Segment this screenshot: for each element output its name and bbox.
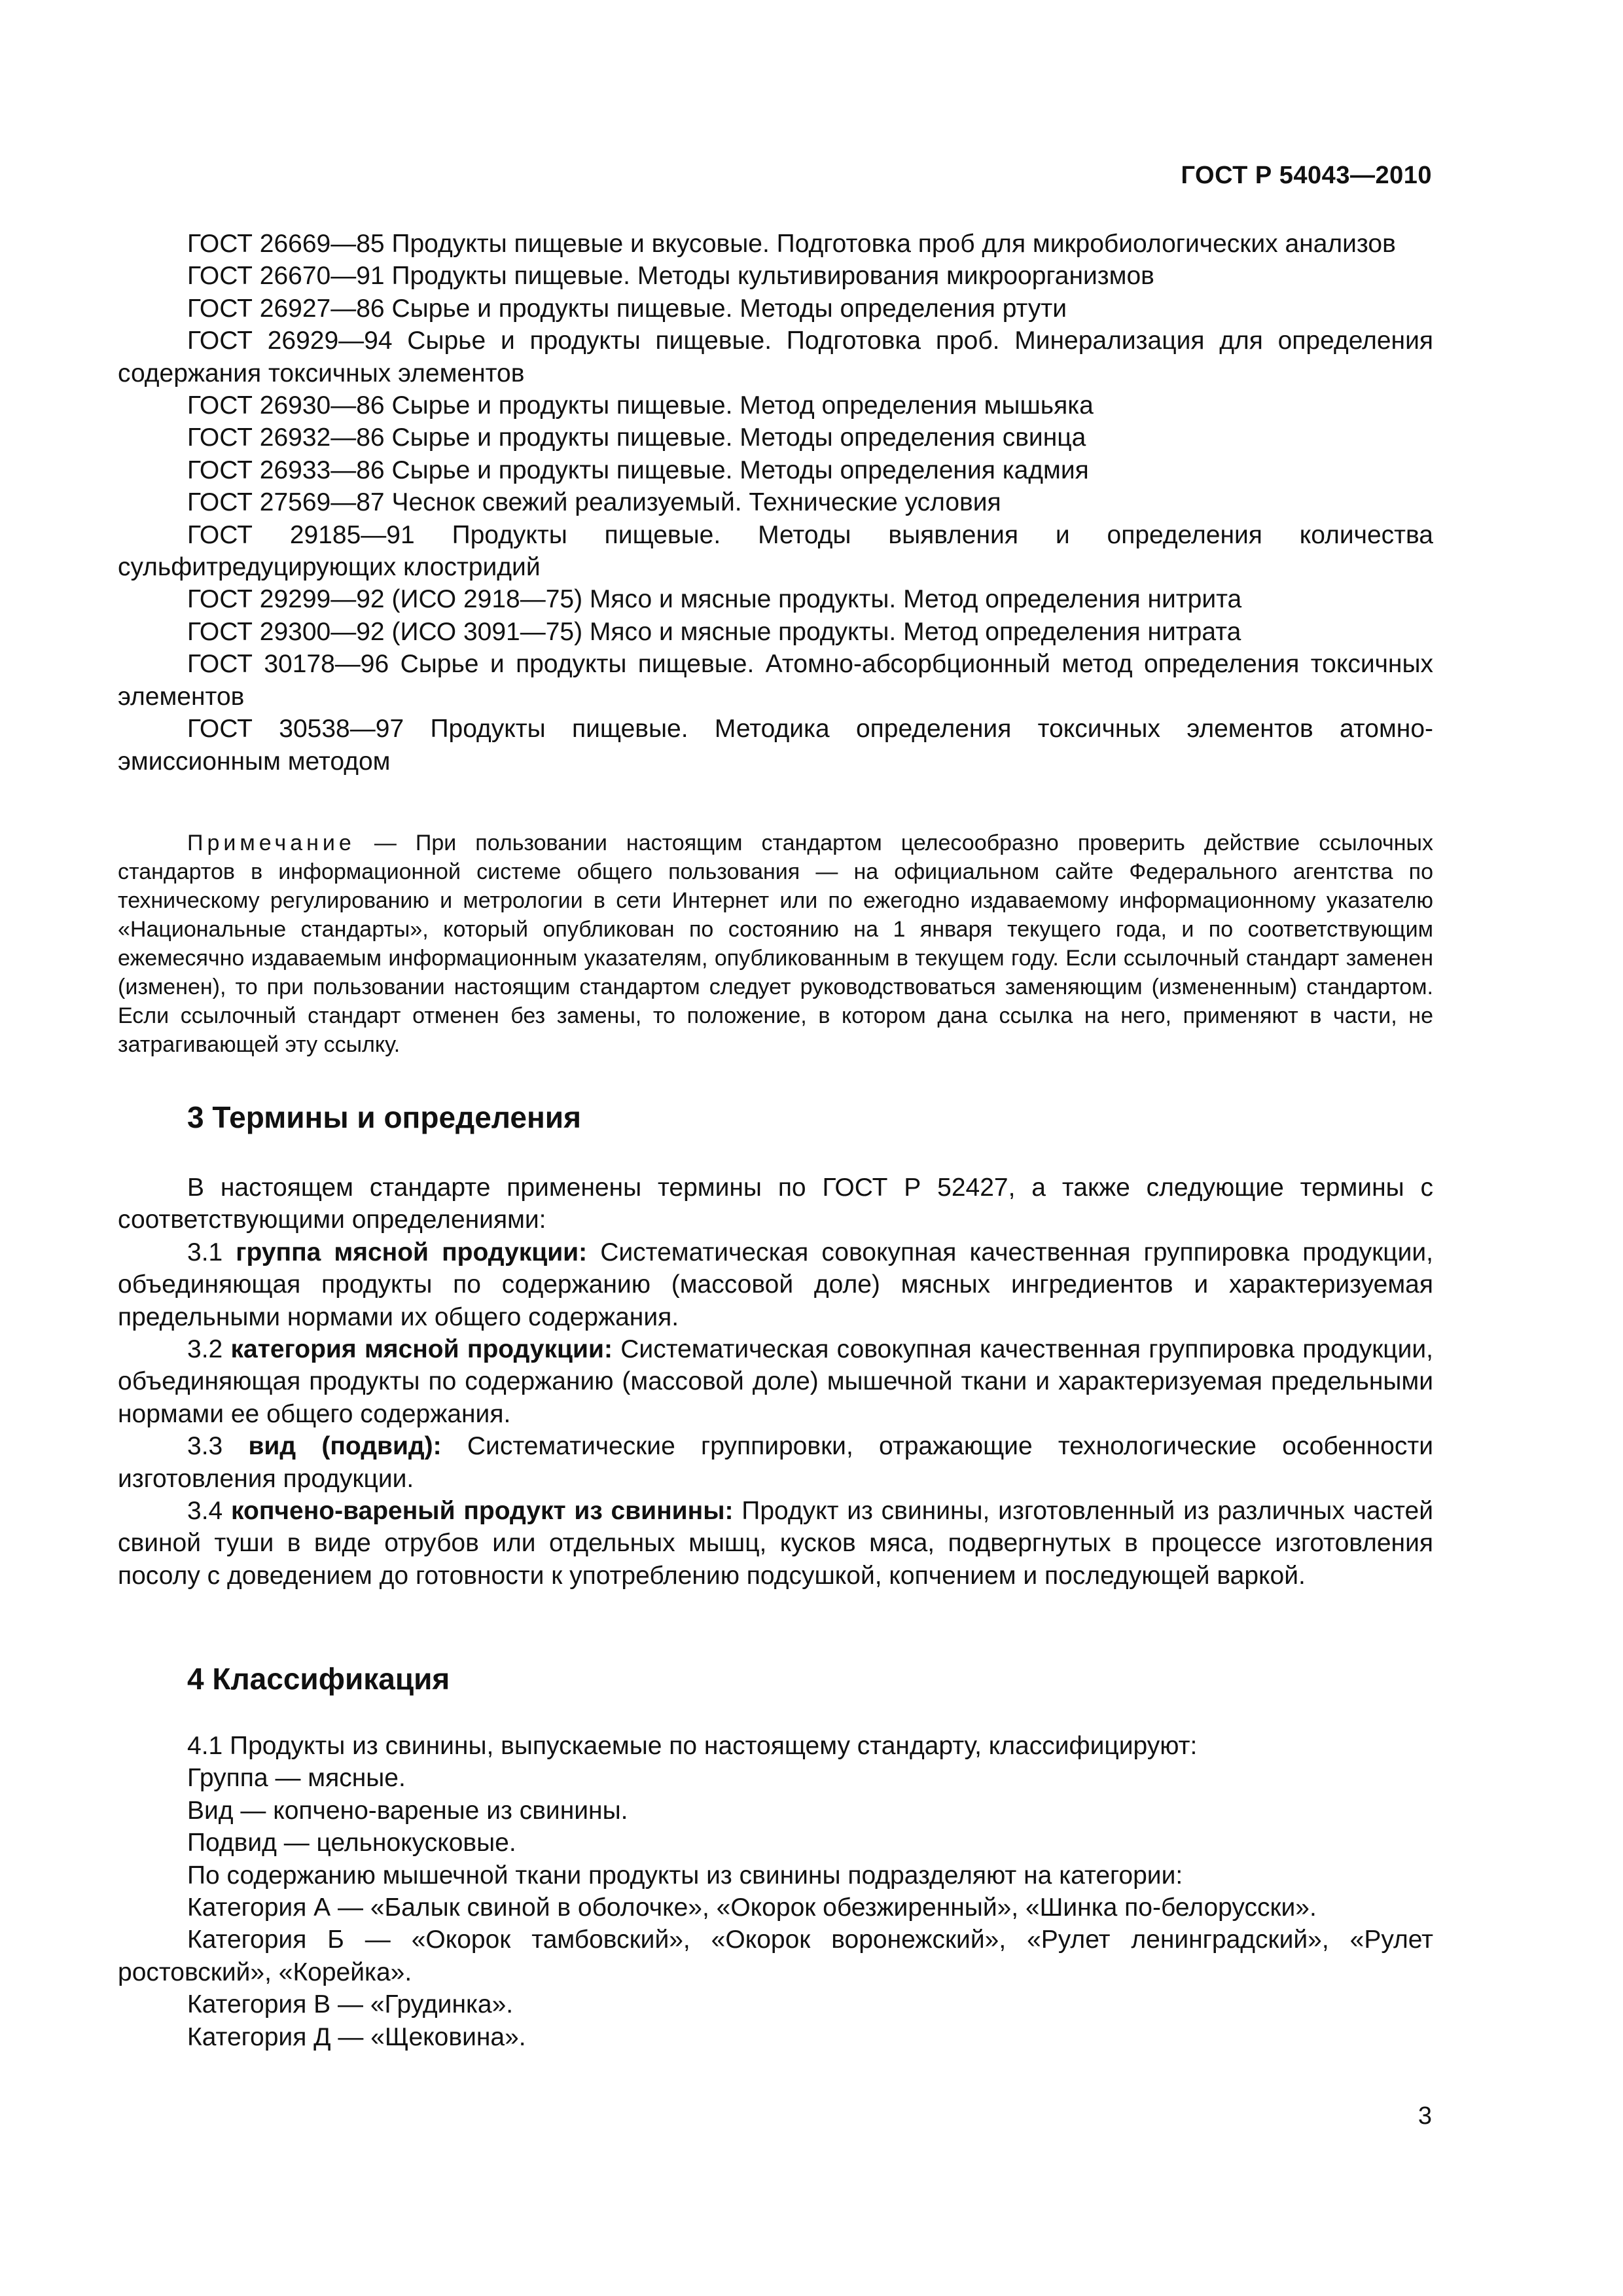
term-definition: 3.4 копчено-вареный продукт из свинины: Продукт из свинины, изготовленный из различных частей свиной туши в виде отрубов или отдельных мышц, кусков мяса, подвергнутых в процессе изготовления посолу с доведением до готовности к употреблению подсушкой, копчением и последующей варкой. [118, 1497, 1434, 1590]
standard-header: ГОСТ Р 54043—2010 [1181, 162, 1432, 189]
classification-line: Категория В — «Грудинка». [187, 1990, 514, 2019]
classification-line: Группа — мясные. [187, 1764, 406, 1793]
classification-line: 4.1 Продукты из свинины, выпускаемые по настоящему стандарту, классифицируют: [187, 1732, 1198, 1760]
classification-line: Категория Д — «Щековина». [187, 2022, 526, 2051]
term-definition: 3.2 категория мясной продукции: Систематическая совокупная качественная группировка продукции, объединяющая продукты по содержанию (массовой доле) мышечной ткани и характеризуемая предельными нормами ее общего содержания. [118, 1335, 1433, 1428]
normative-references-list [118, 228, 1433, 778]
section-4-heading: 4 Классификация [187, 1662, 450, 1696]
term-name: группа мясной продукции: [236, 1238, 588, 1266]
reference-item: ГОСТ 29300—92 (ИСО 3091—75) Мясо и мясные продукты. Метод определения нитрата [187, 617, 1241, 646]
classification-line: Категория Б — «Окорок тамбовский», «Окорок воронежский», «Рулет ленинградский», «Рулет ростовский», «Корейка». [118, 1926, 1433, 1986]
reference-item: ГОСТ 29185—91 Продукты пищевые. Методы выявления и определения количества сульфитредуцирующих клостридий [118, 520, 1433, 582]
term-name: вид (подвид): [248, 1432, 442, 1461]
section-3-heading: 3 Термины и определения [187, 1100, 581, 1134]
reference-item: ГОСТ 26927—86 Сырье и продукты пищевые. Методы определения ртути [187, 294, 1067, 323]
classification-line: Категория А — «Балык свиной в оболочке», «Окорок обезжиренный», «Шинка по-белорусски». [187, 1893, 1317, 1922]
classification-line: По содержанию мышечной ткани продукты из свинины подразделяют на категории: [187, 1861, 1183, 1890]
reference-item: ГОСТ 27569—87 Чеснок свежий реализуемый. Технические условия [187, 488, 1001, 517]
section-4-body [118, 1730, 1433, 2053]
note-block [118, 829, 1433, 1059]
term-definition: 3.1 группа мясной продукции: Систематическая совокупная качественная группировка продукции, объединяющая продукты по содержанию (массовой доле) мясных ингредиентов и характеризуемая предельными нормами их общего содержания. [118, 1238, 1433, 1331]
reference-item: ГОСТ 30538—97 Продукты пищевые. Методика определения токсичных элементов атомно-эмиссионным методом [118, 715, 1433, 776]
section-3-intro: В настоящем стандарте применены термины по ГОСТ Р 52427, а также следующие термины с соответствующими определениями: [118, 1174, 1433, 1234]
page-number: 3 [1418, 2102, 1432, 2130]
reference-item: ГОСТ 26669—85 Продукты пищевые и вкусовые. Подготовка проб для микробиологических анализов [187, 230, 1396, 258]
reference-item: ГОСТ 26929—94 Сырье и продукты пищевые. Подготовка проб. Минерализация для определения содержания токсичных элементов [118, 327, 1433, 387]
reference-item: ГОСТ 26670—91 Продукты пищевые. Методы культивирования микроорганизмов [187, 262, 1154, 291]
note-label: Примечание [187, 831, 355, 855]
term-name: копчено-вареный продукт из свинины: [231, 1497, 734, 1526]
reference-item: ГОСТ 29299—92 (ИСО 2918—75) Мясо и мясные продукты. Метод определения нитрита [187, 585, 1242, 614]
classification-line: Подвид — цельнокусковые. [187, 1829, 516, 1857]
reference-item: ГОСТ 26933—86 Сырье и продукты пищевые. Методы определения кадмия [187, 456, 1089, 484]
term-definition: 3.3 вид (подвид): Систематические группировки, отражающие технологические особенности изготовления продукции. [118, 1432, 1433, 1493]
reference-item: ГОСТ 30178—96 Сырье и продукты пищевые. Атомно-абсорбционный метод определения токсичных элементов [118, 650, 1433, 711]
note-text: — При пользовании настоящим стандартом целесообразно проверить действие ссылочных стандартов в информационной системе общего пользования — на официальном сайте Федерального агентства по техническому регулированию и метрологии в сети Интернет или по ежегодно издаваемому информационному указателю «Национальные стандарты», который опубликован по состоянию на 1 января текущего года, и по соответствующим ежемесячно издаваемым информационным указателям, опубликованным в текущем году. Если ссылочный стандарт заменен (изменен), то при пользовании настоящим стандартом следует руководствоваться заменяющим (измененным) стандартом. Если ссылочный стандарт отменен без замены, то положение, в котором дана ссылка на него, применяют в части, не затрагивающей эту ссылку. [118, 831, 1433, 1057]
note-paragraph [118, 829, 1433, 1059]
section-3-body [118, 1172, 1433, 1592]
reference-item: ГОСТ 26930—86 Сырье и продукты пищевые. Метод определения мышьяка [187, 391, 1094, 420]
term-name: категория мясной продукции: [230, 1335, 613, 1364]
classification-line: Вид — копчено-вареные из свинины. [187, 1796, 628, 1825]
reference-item: ГОСТ 26932—86 Сырье и продукты пищевые. Методы определения свинца [187, 423, 1086, 452]
